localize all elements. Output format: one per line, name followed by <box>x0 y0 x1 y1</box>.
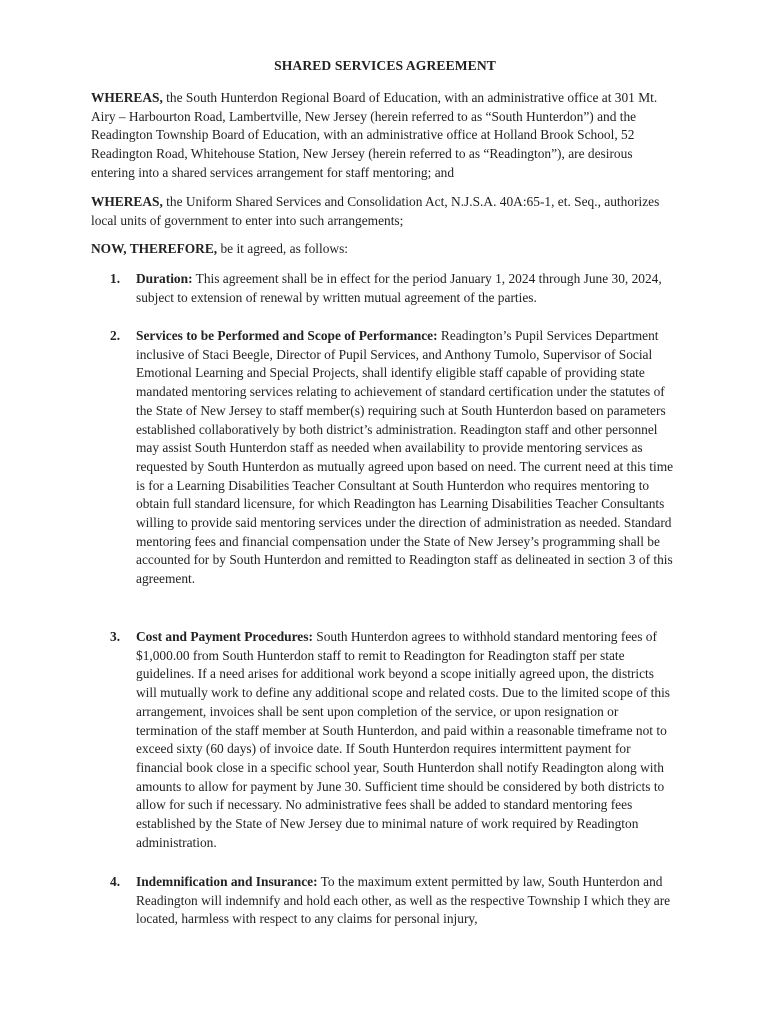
whereas-lead: WHEREAS, <box>91 90 163 105</box>
clause-heading: Indemnification and Insurance: <box>136 874 318 889</box>
clause-text: South Hunterdon agrees to withhold standard mentoring fees of $1,000.00 from South Hunterdon staff to remit to Readington for Readington staff per state guidelines. If a need arises for additional work beyond a scope initially agreed upon, the districts will mutually work to define any additional scope and related costs. Due to the limited scope of this arrangement, invoices shall be sent upon completion of the service, or upon resignation or termination of the staff member at South Hunterdon, and paid within a reasonable timeframe not to exceed sixty (60 days) of invoice date. If South Hunterdon requires intermittent payment for financial book close in a specific school year, South Hunterdon shall notify Readington along with amounts to allow for payment by June 30. Sufficient time should be considered by both districts to allow for such if necessary. No administrative fees shall be added to standard mentoring fees established by the State of New Jersey due to minimal nature of work required by Readington administration. <box>136 629 671 850</box>
clause-body <box>136 628 677 852</box>
clause-text: Readington’s Pupil Services Department inclusive of Staci Beegle, Director of Pupil Services, and Anthony Tumolo, Supervisor of Social Emotional Learning and Special Projects, shall identify eligible staff capable of providing state mandated mentoring services relating to achievement of standard certification under the statutes of the State of New Jersey to staff member(s) requiring such at South Hunterdon based on parameters established collaboratively by both district’s administration. Readington staff and other personnel may assist South Hunterdon staff as needed when availability to provide mentoring services as requested by South Hunterdon as mutually agreed upon based on need. The current need at this time is for a Learning Disabilities Teacher Consultant at South Hunterdon who requires mentoring to obtain full standard licensure, for which Readington has Learning Disabilities Teacher Consultants willing to provide said mentoring services under the direction of administration as needed. Standard mentoring fees and financial compensation under the State of New Jersey’s programming shall be accounted for by South Hunterdon and remitted to Readington staff as delineated in section 3 of this agreement. <box>136 328 674 587</box>
clause-text: This agreement shall be in effect for the period January 1, 2024 through June 30, 2024, subject to extension of renewal by written mutual agreement of the parties. <box>136 271 662 305</box>
clause-heading: Duration: <box>136 271 193 286</box>
clause-heading: Services to be Performed and Scope of Performance: <box>136 328 438 343</box>
clause-body <box>136 873 677 929</box>
whereas-text: the Uniform Shared Services and Consolidation Act, N.J.S.A. 40A:65-1, et. Seq., authorizes local units of government to enter into such arrangements; <box>91 194 660 228</box>
clause-cost-payment <box>110 628 677 852</box>
now-therefore-lead: NOW, THEREFORE, <box>91 241 218 256</box>
clause-heading: Cost and Payment Procedures: <box>136 629 313 644</box>
document-title: SHARED SERVICES AGREEMENT <box>274 58 496 73</box>
whereas-lead: WHEREAS, <box>91 194 163 209</box>
now-therefore-paragraph <box>91 240 677 259</box>
clause-number: 3. <box>110 629 121 644</box>
clause-number: 2. <box>110 328 121 343</box>
clause-number: 4. <box>110 874 121 889</box>
clause-services <box>110 327 677 589</box>
clause-indemnification <box>110 873 677 929</box>
whereas-paragraph-1 <box>91 89 677 183</box>
whereas-paragraph-2 <box>91 193 677 230</box>
clause-body <box>136 270 677 307</box>
clause-body <box>136 327 677 589</box>
whereas-text: the South Hunterdon Regional Board of Education, with an administrative office at 301 Mt. Airy – Harbourton Road, Lambertville, New Jersey (herein referred to as “South Hunterdon”) and the Readington Township Board of Education, with an administrative office at Holland Brook School, 52 Readington Road, Whitehouse Station, New Jersey (herein referred to as “Readington”), are desirous entering into a shared services arrangement for staff mentoring; and <box>91 90 658 180</box>
now-therefore-text: be it agreed, as follows: <box>217 241 349 256</box>
clause-duration <box>110 270 677 307</box>
clause-number: 1. <box>110 271 121 286</box>
clause-text: To the maximum extent permitted by law, South Hunterdon and Readington will indemnify and hold each other, as well as the respective Township I which they are located, harmless with respect to any claims for personal injury, <box>136 874 671 927</box>
